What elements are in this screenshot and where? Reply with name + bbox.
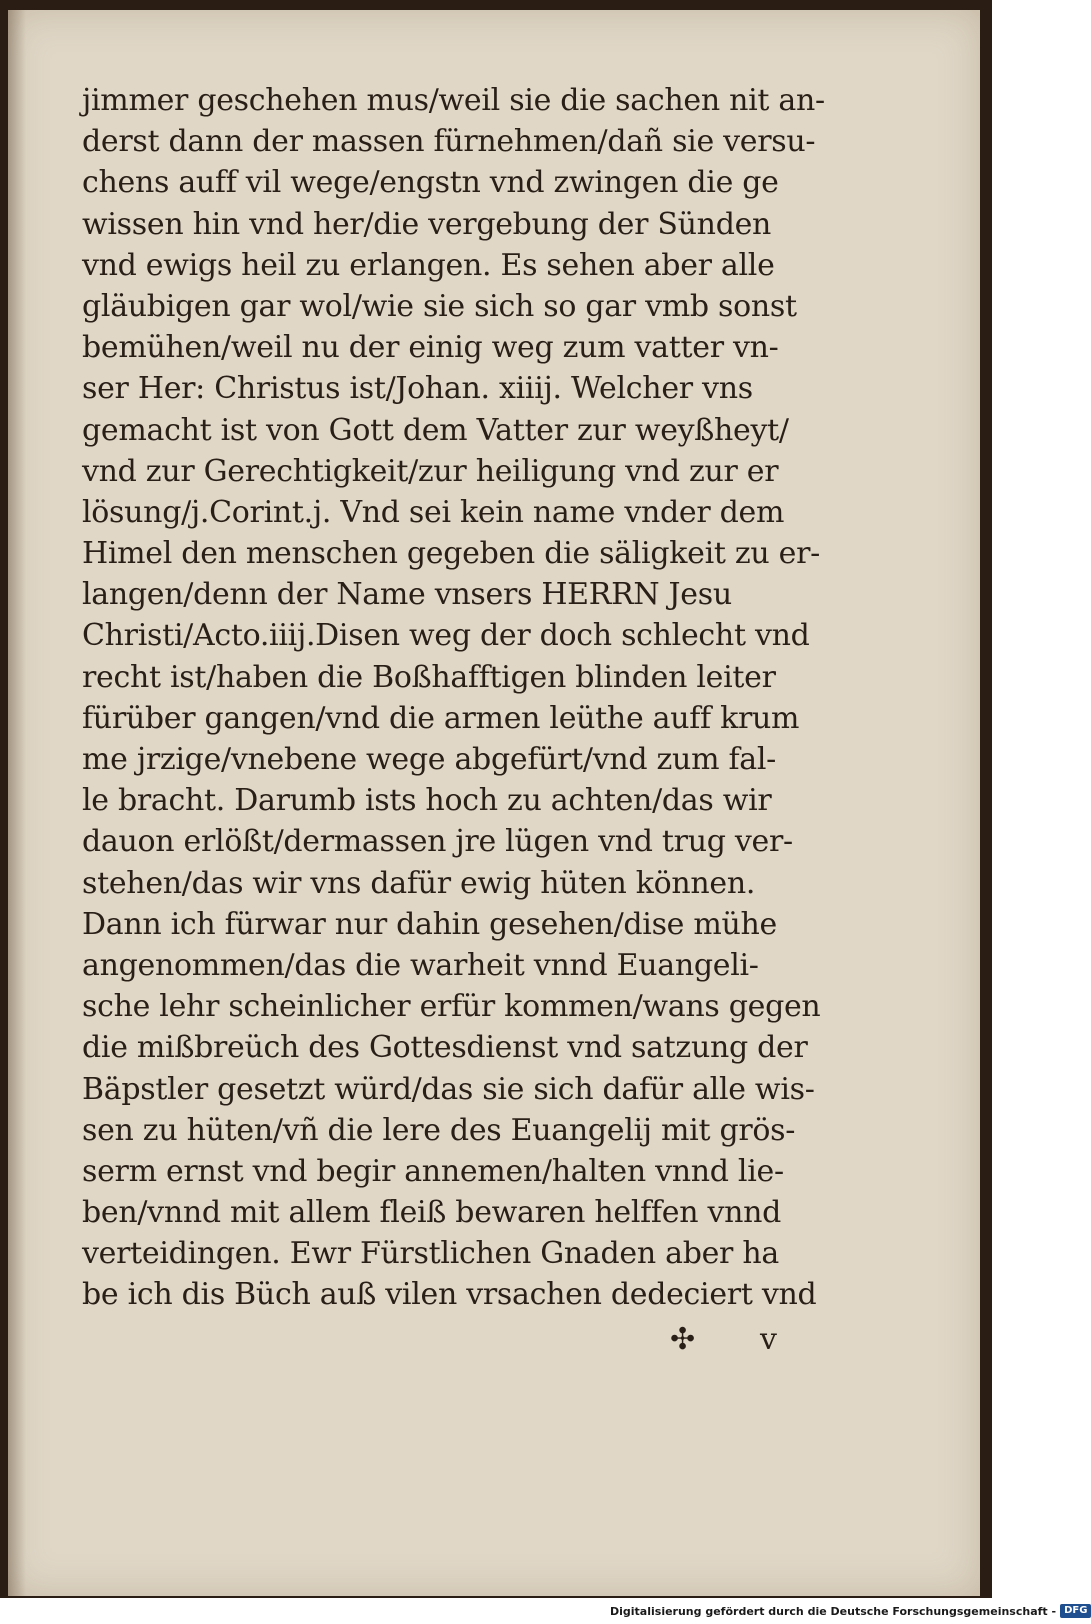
text-line: chens auff vil wege/engstn vnd zwingen die ge <box>82 165 779 201</box>
text-line: wissen hin vnd her/die vergebung der Sünden <box>82 206 772 242</box>
text-line: me jrzige/vnebene wege abgefürt/vnd zum fal- <box>82 742 776 777</box>
text-line: sen zu hüten/vñ die lere des Euangelij mit grös- <box>82 1112 796 1148</box>
signature-mark: ✣ <box>670 1322 696 1357</box>
text-line: jimmer geschehen mus/weil sie die sachen nit an- <box>82 83 825 118</box>
text-line: derst dann der massen fürnehmen/dañ sie versu- <box>82 124 816 160</box>
body-text <box>82 80 872 1316</box>
text-line: gemacht ist von Gott dem Vatter zur weyßheyt/ <box>82 412 789 448</box>
catchword: v <box>760 1322 777 1357</box>
funding-credit: Digitalisierung gefördert durch die Deutsche Forschungsgemeinschaft - <box>610 1604 1057 1618</box>
text-line: angenommen/das die warheit vnnd Euangeli- <box>82 947 759 983</box>
text-line: stehen/das wir vns dafür ewig hüten können. <box>82 865 756 901</box>
digitization-footer <box>610 1602 1091 1620</box>
text-line: vnd ewigs heil zu erlangen. Es sehen aber alle <box>82 247 775 283</box>
text-line: serm ernst vnd begir annemen/halten vnnd lie- <box>82 1153 784 1189</box>
text-line: ser Her: Christus ist/Johan. xiiij. Welcher vns <box>82 371 753 407</box>
page-gutter-shadow <box>8 10 26 1596</box>
text-line: dauon erlößt/dermassen jre lügen vnd trug ver- <box>82 824 793 860</box>
text-line: langen/denn der Name vnsers HERRN Jesu <box>82 577 732 613</box>
text-line: bemühen/weil nu der einig weg zum vatter vn- <box>82 330 779 366</box>
signature-row <box>660 1322 800 1362</box>
dfg-logo: DFG <box>1060 1604 1091 1618</box>
text-line: be ich dis Büch auß vilen vrsachen dedeciert vnd <box>82 1277 817 1313</box>
text-line: gläubigen gar wol/wie sie sich so gar vmb sonst <box>82 288 797 324</box>
text-line: le bracht. Darumb ists hoch zu achten/das wir <box>82 783 772 819</box>
text-line: fürüber gangen/vnd die armen leüthe auff krum <box>82 700 800 736</box>
text-line: vnd zur Gerechtigkeit/zur heiligung vnd zur er <box>82 453 779 489</box>
text-line: Christi/Acto.iiij.Disen weg der doch schlecht vnd <box>82 618 810 654</box>
text-line: Bäpstler gesetzt würd/das sie sich dafür alle wis- <box>82 1071 815 1107</box>
text-line: lösung/j.Corint.j. Vnd sei kein name vnder dem <box>82 494 785 530</box>
text-line: die mißbreüch des Gottesdienst vnd satzung der <box>82 1030 808 1066</box>
text-line: verteidingen. Ewr Fürstlichen Gnaden aber ha <box>82 1236 779 1272</box>
text-line: Himel den menschen gegeben die säligkeit zu er- <box>82 536 820 572</box>
text-line: ben/vnnd mit allem fleiß bewaren helffen vnnd <box>82 1195 782 1231</box>
text-line: Dann ich fürwar nur dahin gesehen/dise mühe <box>82 906 778 942</box>
text-line: sche lehr scheinlicher erfür kommen/wans gegen <box>82 989 821 1025</box>
text-line: recht ist/haben die Boßhafftigen blinden leiter <box>82 659 776 695</box>
